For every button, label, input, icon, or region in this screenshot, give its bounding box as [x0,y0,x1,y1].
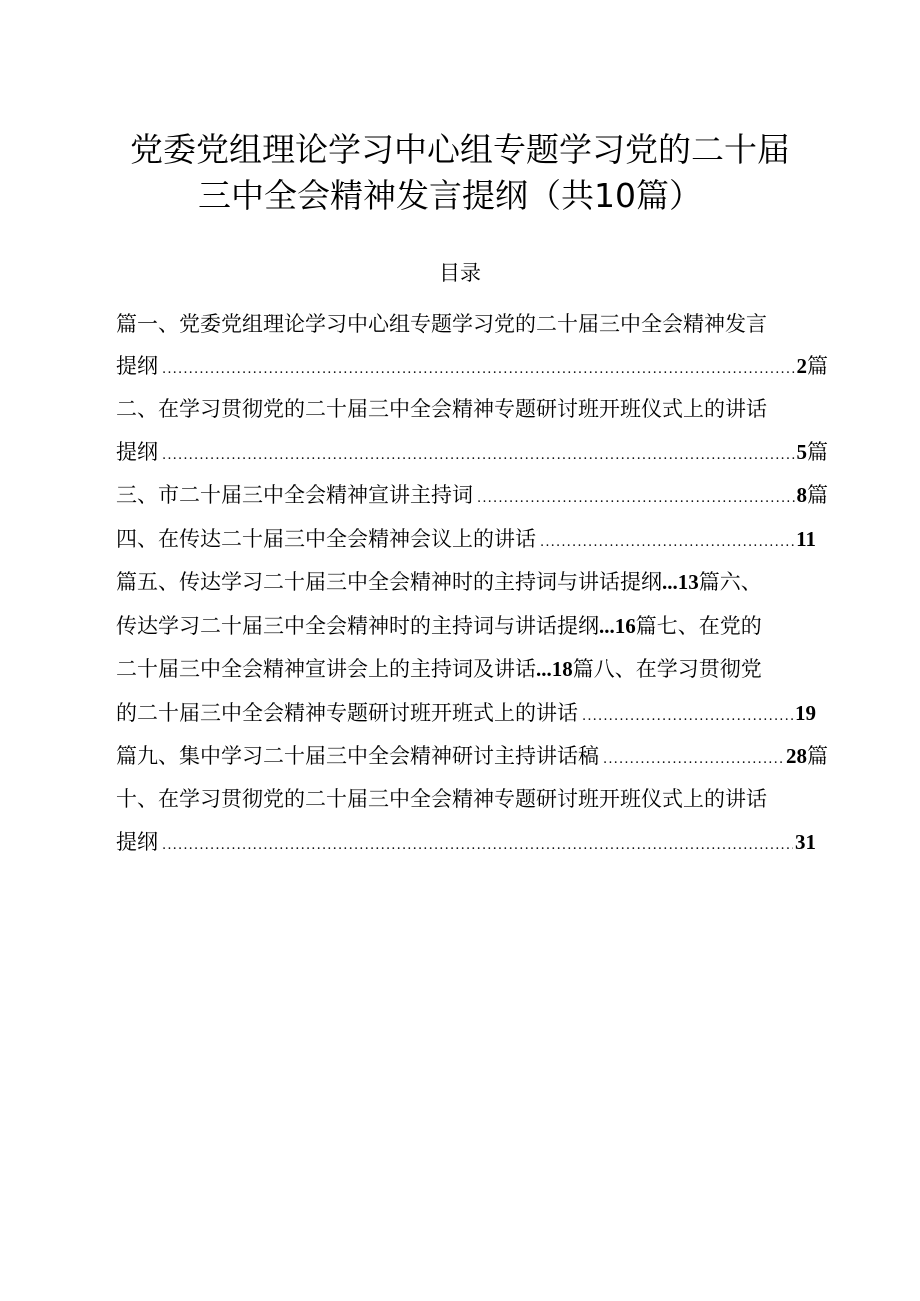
toc-line-7 [116,566,828,598]
toc-page-number: 8 [796,483,807,507]
toc-entry-text: 三、市二十届三中全会精神宣讲主持词 [116,483,473,507]
dot-leader [603,744,784,772]
toc-entry-text: 篇一、党委党组理论学习中心组专题学习党的二十届三中全会精神发言 [116,312,767,336]
dot-leader [162,830,793,858]
toc-line-3 [116,393,828,425]
toc-page-number: ...16 [599,614,636,638]
toc-entry-text: 篇七、在党的 [635,614,762,638]
toc-entry-tail: 篇 [807,744,828,768]
toc-line-4 [116,436,828,468]
toc-entry-tail: 篇 [807,354,828,378]
toc-entry-text: 篇五、传达学习二十届三中全会精神时的主持词与讲话提纲 [116,570,662,594]
toc-page-number: 11 [796,527,816,551]
toc-line-9 [116,653,828,685]
toc-page-number: ...13 [662,570,699,594]
toc-entry-text: 的二十届三中全会精神专题研讨班开班式上的讲话 [116,701,578,725]
dot-leader [540,527,794,555]
toc-entry-text: 二十届三中全会精神宣讲会上的主持词及讲话 [116,657,536,681]
toc-line-5 [116,479,828,511]
toc-line-1 [116,308,828,340]
toc-page-number: ...18 [536,657,573,681]
dot-leader [162,440,795,468]
toc-line-13 [116,826,828,858]
toc-entry-text: 提纲 [116,440,158,464]
toc-entry-tail: 篇 [807,483,828,507]
toc-page-number: 2 [796,354,807,378]
toc-line-12 [116,783,828,815]
dot-leader [582,701,793,729]
toc-line-10 [116,697,828,729]
toc-entry-text: 提纲 [116,830,158,854]
toc-entry-text: 十、在学习贯彻党的二十届三中全会精神专题研讨班开班仪式上的讲话 [116,787,767,811]
toc-heading: 目录 [439,261,481,285]
toc-entry-tail: 篇 [807,440,828,464]
document-title-line-2: 三中全会精神发言提纲（共10篇） [198,176,702,215]
document-title-line-1: 党委党组理论学习中心组专题学习党的二十届 [130,130,790,169]
toc-page-number: 5 [796,440,807,464]
toc-line-6 [116,523,828,555]
toc-entry-text: 传达学习二十届三中全会精神时的主持词与讲话提纲 [116,614,599,638]
toc-entry-text: 篇九、集中学习二十届三中全会精神研讨主持讲话稿 [116,744,599,768]
dot-leader [477,483,795,511]
dot-leader [162,354,795,382]
toc-line-11 [116,740,828,772]
toc-page-number: 31 [795,830,816,854]
toc-line-8 [116,610,828,642]
toc-line-2 [116,350,828,382]
toc-entry-text: 四、在传达二十届三中全会精神会议上的讲话 [116,527,536,551]
toc-page-number: 19 [795,701,816,725]
toc-page-number: 28 [786,744,807,768]
toc-entry-text: 二、在学习贯彻党的二十届三中全会精神专题研讨班开班仪式上的讲话 [116,397,767,421]
toc-entry-text: 提纲 [116,354,158,378]
toc-entry-text: 篇六、 [698,570,762,594]
toc-entry-text: 篇八、在学习贯彻党 [572,657,762,681]
